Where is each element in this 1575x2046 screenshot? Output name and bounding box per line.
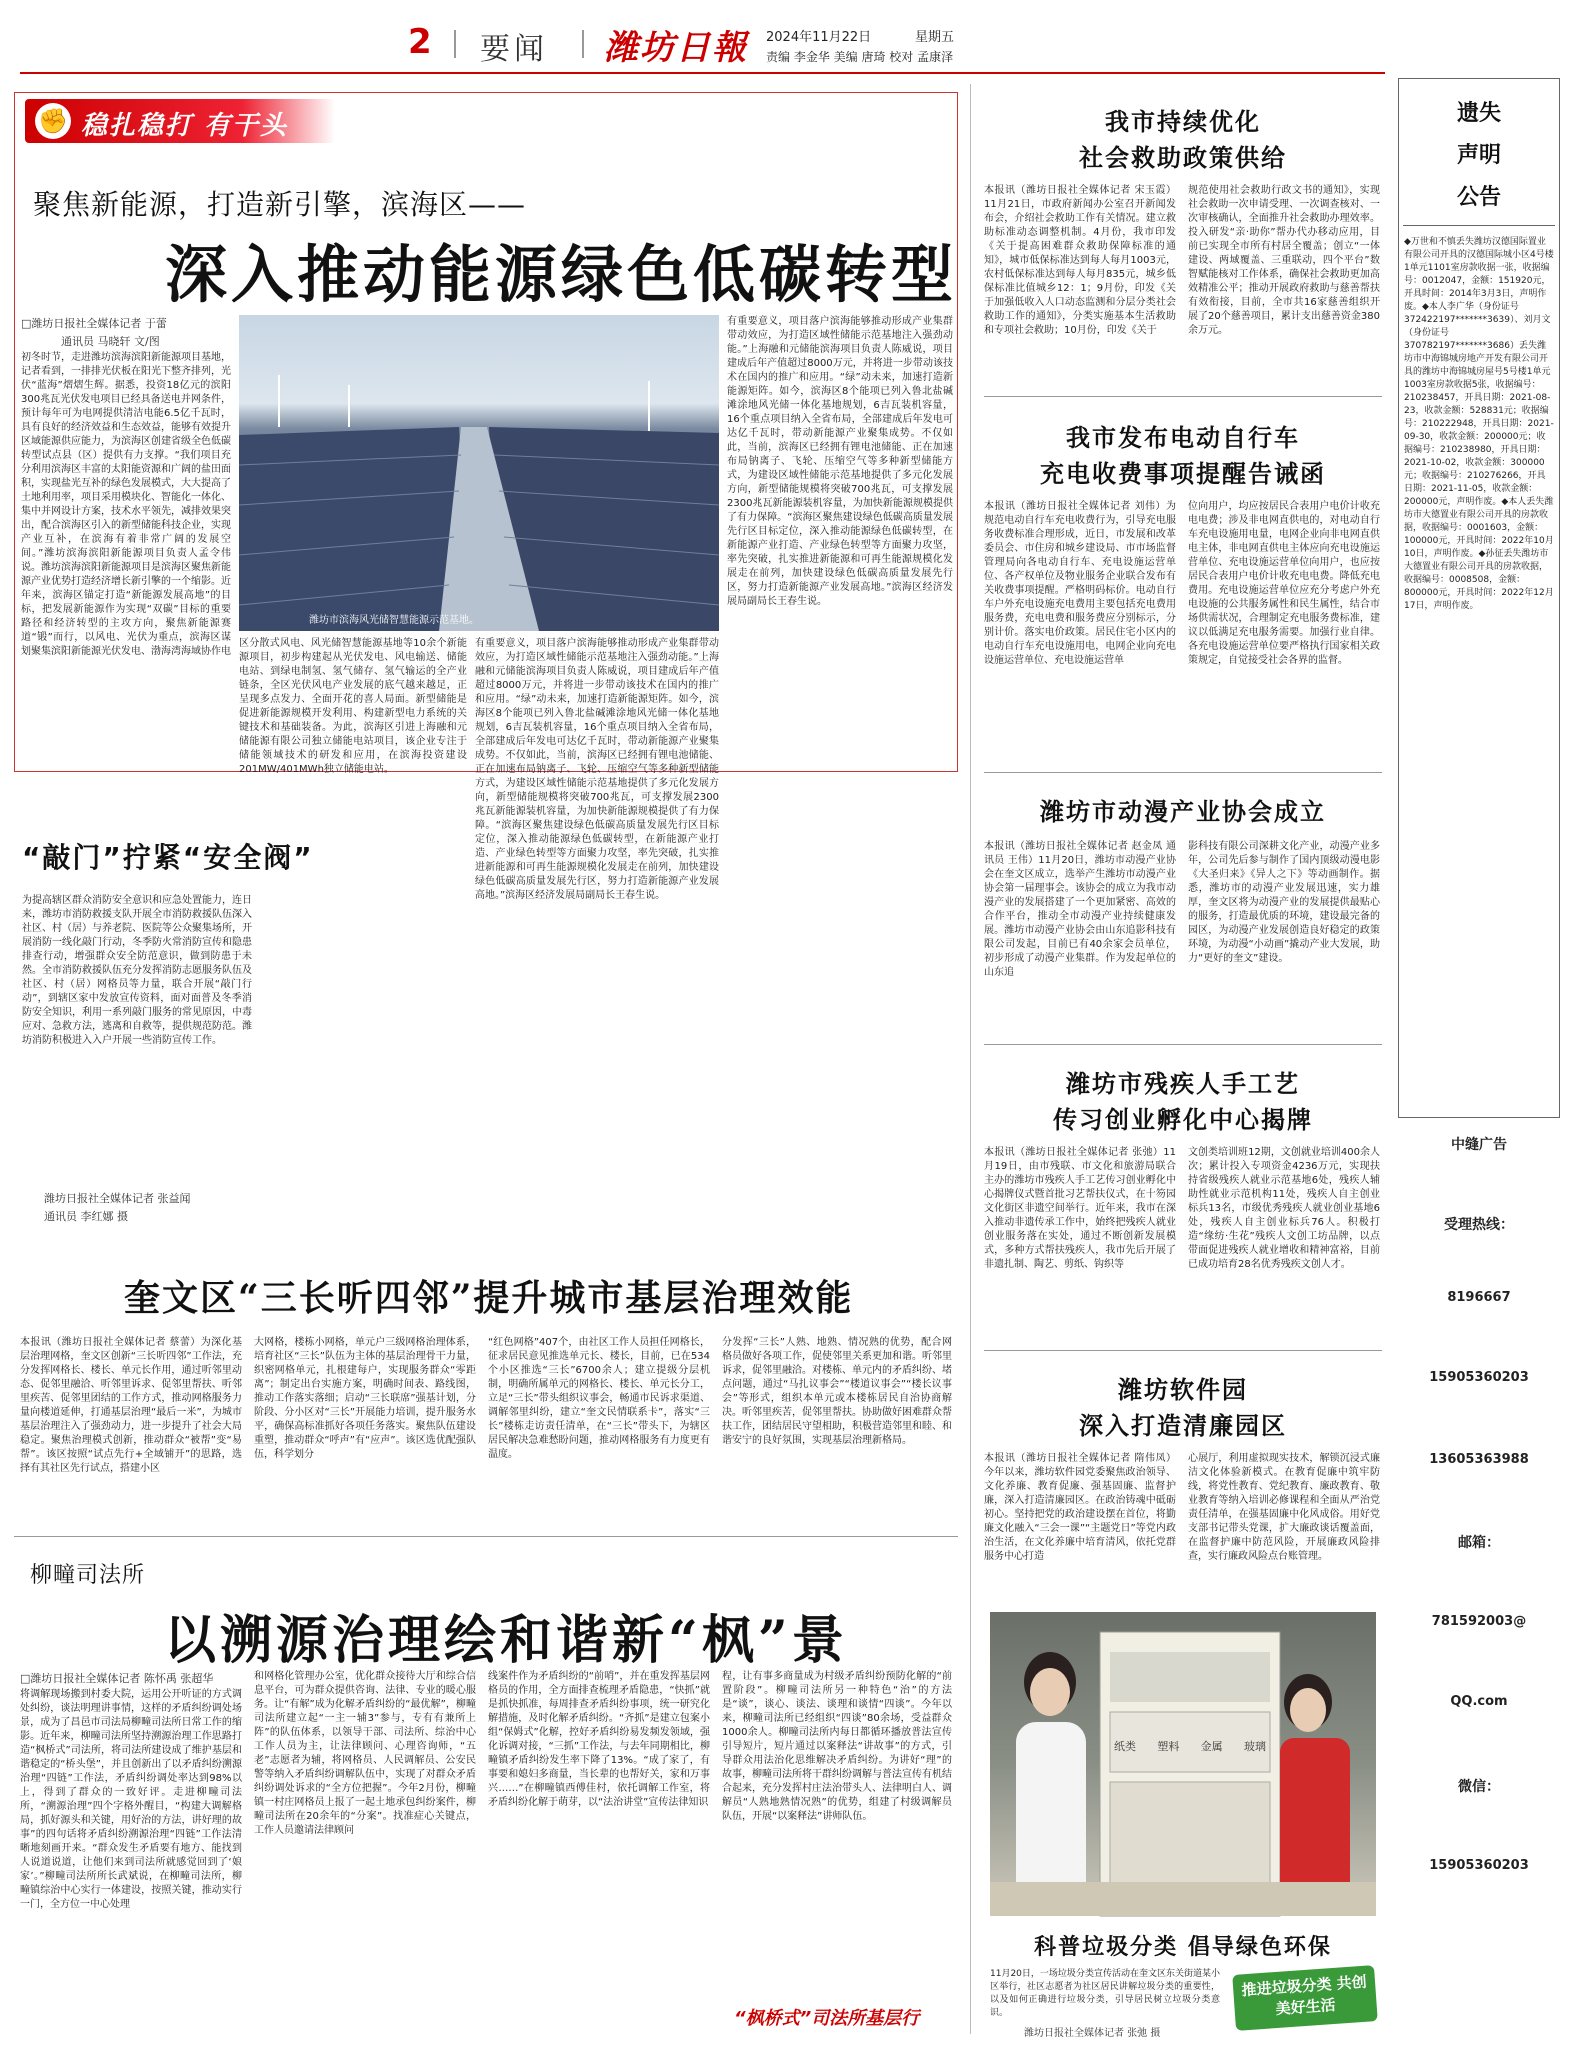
article-body-col1: 本报讯（潍坊日报社全媒体记者 宋玉霞）11月21日，市政府新闻办公室召开新闻发布会，介绍社会救助工作有关情况。建立救助标准动态调整机制。4月份，我市印发《关于提高困难群众救助保障标准的通知》，城市低保标准达到每人每月1003元，农村低保标准达到每人每月835元，城乡低保标准比值城乡12：1；9月份，印发《关于加强低收入人口动态监测和分层分类社会救助工作的通知》，分类实施基本生活救助和专项社会救助；10月份，印发《关于 bbox=[984, 185, 1176, 336]
notice-divider bbox=[1403, 225, 1555, 226]
bin-label-glass: 玻璃 bbox=[1243, 1740, 1266, 1753]
article-body-col3: 线案件作为矛盾纠纷的“前哨”，并在重发挥基层网格员的作用，全方面排查梳理矛盾隐患，“快抓”就是抓快抓准，每周排查矛盾纠纷事项，统一研究化解措施，及时化解矛盾纠纷。“齐抓”是建立包案小组“保姆式”化解，控好矛盾纠纷易发频发领域，强化诉调对接，“三抓”工作法，与去年同期相比，柳疃镇矛盾纠纷发生率下降了13%。“成了家了，有事要和媳妇多商量，当长辈的也帮好关，家和万事兴……”在柳疃镇西傅佳村，依托调解工作室，将矛盾纠纷化解于萌芽，以“法治讲堂”宣传法律知识 bbox=[488, 1671, 710, 1808]
article-body-col1: 本报讯（潍坊日报社全媒体记者 蔡蕾）为深化基层治理网格，奎文区创新“三长听四邻”工作法，充分发挥网格长、楼长、单元长作用，通过听邻里动态、促邻里融洽、听邻里诉求、促邻里帮扶、听邻里疾苦、促邻里团结的工作方式，推动网格服务力量向楼道延伸，打通基层治理“最后一米”，为城市基层治理注入了强劲动力，进一步提升了社会大局稳定。聚焦治理模式创新，推动群众“被帮”变“易帮”。该区按照“试点先行+全域铺开”的思路，选择有其社区先行试点，搭建小区 bbox=[20, 1337, 242, 1474]
article-body-col4: 分发挥“三长”人熟、地熟、情况熟的优势，配合网格员做好各项工作，促使邻里关系更加和谐。听邻里诉求，促邻里融洽。对楼栋、单元内的矛盾纠纷、堵点问题，通过“马扎议事会”“楼道议事会”“楼长议事会”等形式，组织本单元或本楼栋居民自治协商解决。听邻里疾苦，促邻里帮扶。协助做好困难群众帮扶工作，团结居民守望相助，积极营造邻里和睦、和谐安宁的良好氛围，实现基层治理新格局。 bbox=[722, 1337, 952, 1446]
email-address: 781592003@ bbox=[1431, 1614, 1527, 1629]
article-body-col2: 区分散式风电、风光储智慧能源基地等10余个新能源项目，初步构建起从光伏发电、风电输送、储能电站、到绿电制氢、氢气储存、氢气输运的全产业链条，全区光伏风电产业发展的底气越来越足，正呈现多点发力、全面开花的喜人局面。新型储能是促进新能源规模开发利用、构建新型电力系统的关键技术和基础装备。为此，滨海区引进上海融和元储能源有限公司独立储能电站项目，该企业专注于储能领域技术的研发和应用，在滨海投资建设201MW/401MWh独立储能电站。 bbox=[239, 638, 467, 775]
article-body: 11月20日，一场垃圾分类宣传活动在奎文区东关街道某小区举行，社区志愿者为社区居民讲解垃圾分类的重要性，以及如何正确进行垃圾分类，引导居民树立垃圾分类意识。 bbox=[990, 1969, 1220, 2018]
page-number: 2 bbox=[408, 22, 432, 62]
column-separator bbox=[970, 84, 971, 2034]
article-body-col3: “红色网格”407个，由社区工作人员担任网格长，征求居民意见推选单元长、楼长，目前，已在534个小区推选“三长”6700余人；建立提级分层机制，明确所属单元的网格长、楼长、单元长分工，立足“三长”带头组织议事会，畅通市民诉求渠道、调解邻里纠纷，建立“奎文民情联系卡”，落实“三长”楼栋走访责任清单，在“三长”带头下，为辖区居民解决急难愁盼问题，推动网格服务有力度更有温度。 bbox=[488, 1337, 710, 1460]
solar-farm-photo bbox=[239, 315, 719, 631]
article-body-col3: 有重要意义，项目落户滨海能够推动形成产业集群带动效应，为打造区域性储能示范基地注入强劲动能。”上海融和元储能滨海项目负责人陈威说，项目建成后年产值超过8000万元，并将进一步带动该技术在国内的推广和应用。“绿”动未来，加速打造新能源矩阵。如今，滨海区8个能项已列入鲁北盐碱滩涂地风光储一体化基地规划，6吉瓦装机容量，16个重点项目纳入全省布局，全部建成后年发电可达亿千瓦时，带动新能源产业聚集成势。不仅如此，当前，滨海区已经拥有锂电池储能、正在加速布局钠离子、飞轮、压缩空气等多种新型储能方式，为建设区域性储能示范基地提供了多元化发展方向，新型储能规模将突破700兆瓦，可支撑发展2300兆瓦新能源装机容量，为加快新能源规模提供了有力保障。“滨海区聚焦建设绿色低碳高质量发展先行区目标定位，深入推动能源绿色低碳转型，在新能源产业打造、产业绿色转型等方面聚力攻坚，率先突破，扎实推进新能源和可再生能源规模化发展走在前列，加快建设绿色低碳高质量发展先行区，努力打造新能源产业发展高地。”滨海区经济发展局副局长王春生说。 bbox=[727, 316, 953, 607]
article-social-aid bbox=[984, 88, 1382, 388]
phone-number: 8196667 bbox=[1447, 1290, 1511, 1305]
section-name: 要闻 bbox=[480, 32, 548, 67]
email-address: QQ.com bbox=[1450, 1694, 1508, 1709]
article-title: 我市持续优化 bbox=[1105, 108, 1261, 136]
header-divider bbox=[454, 30, 456, 58]
bin-label-plastic: 塑料 bbox=[1157, 1740, 1180, 1753]
fist-icon: ✊ bbox=[35, 103, 71, 139]
issue-date: 2024年11月22日 bbox=[766, 30, 872, 45]
phone-number: 15905360203 bbox=[1429, 1370, 1529, 1385]
divider bbox=[984, 772, 1382, 773]
divider bbox=[984, 1350, 1382, 1351]
slogan-text: 推进垃圾分类 共创美好生活 bbox=[1241, 1972, 1368, 2019]
notice-text: ◆万世和不慎丢失潍坊汉德国际置业有限公司开具的汉德国际城小区4号楼1单元1101室房款收据一张，收据编号：0012047，金额：151920元，开具时间：2014年3月3日，声明作废。◆本人李广华（身份证号372422197*******3639）、刘月文（身份证号370782197*******3686）丢失潍坊市中海锦城房地产开发有限公司开具的潍坊中海锦城房屋号5号楼1单元1003室房款收据5张，收据编号：210238457，开具日期：2021-08-23，收款金额：528831元；收据编号：210222948，开具日期：2021-09-30，收款金额：200000元；收据编号：210238980，开具日期：2021-10-02，收款金额：300000元；收据编号：210276266，开具日期：2021-11-05，收款金额：200000元，声明作废。◆本人丢失潍坊市大德置业有限公司开具的房款收据，收据编号：0001603，金额：100000元，开具时间：2022年10月10日，声明作废。◆孙征丢失潍坊市大德置业有限公司开具的房款收据，收据编号：0008508，金额：800000元，开具时间：2022年12月17日，声明作废。 bbox=[1404, 237, 1554, 611]
wechat-number: 15905360203 bbox=[1429, 1858, 1529, 1873]
photo-credit: 潍坊日报社全媒体记者 张弛 摄 bbox=[1024, 2028, 1161, 2039]
banner bbox=[25, 99, 335, 143]
header-divider-2 bbox=[582, 30, 584, 58]
article-liutuan bbox=[14, 1546, 958, 2036]
article-title: 深入推动能源绿色低碳转型 bbox=[165, 238, 958, 311]
article-kuiwen bbox=[14, 1262, 958, 1530]
byline: □潍坊日报社全媒体记者 陈怀禹 张超华 bbox=[20, 1672, 214, 1685]
article-title: 潍坊市残疾人手工艺 bbox=[1066, 1070, 1300, 1098]
article-title: 深入打造清廉园区 bbox=[1079, 1412, 1287, 1440]
article-body-col1: 本报讯（潍坊日报社全媒体记者 隋伟凤）今年以来，潍坊软件园党委聚焦政治领导、文化养廉、教育促廉、强基固廉、监督护廉，深入打造清廉园区。在政治铸魂中砥砺初心。坚持把党的政治建设摆在首位，将勤廉文化融入“三会一课”“主题党日”等党内政治生活，在文化养廉中培育清风，依托党群服务中心打造 bbox=[984, 1453, 1176, 1562]
article-title: 社会救助政策供给 bbox=[1079, 144, 1287, 172]
notice-title-line: 公告 bbox=[1456, 185, 1501, 210]
editors-line: 责编 李金华 美编 唐琦 校对 孟康泽 bbox=[766, 50, 954, 64]
article-title: “敲门”拧紧“安全阀” bbox=[22, 841, 314, 874]
article-title: 潍坊市动漫产业协会成立 bbox=[1040, 798, 1326, 826]
article-tagline: “枫桥式”司法所基层行 bbox=[734, 2008, 920, 2029]
article-body-col2: 和网格化管理办公室，优化群众接待大厅和综合信息平台，可为群众提供咨询、法律、专业的暖心服务。让“有解”成为化解矛盾纠纷的“最优解”，柳疃司法所建立起“一主一辅3”参与，专有有兼所上阵”的队伍体系，以领导干部、司法所、综治中心工作人员为主，让法律顾问、心理咨询师，“五老”志愿者为辅，将网格员、人民调解员、公安民警等纳入矛盾纠纷调解队伍中，实现了对群众矛盾纠纷调处诉求的“全方位把握”。今年2月份，柳疃镇一村庄网格员上报了一起土地承包纠纷案件，柳疃司法所在20余年的“分案”。找准症心关键点，工作人员邀请法律顾问 bbox=[254, 1671, 476, 1836]
article-title: 传习创业孵化中心揭牌 bbox=[1053, 1106, 1313, 1134]
article-garbage-sorting bbox=[984, 1612, 1382, 2038]
article-body-col2: 心展厅，利用虚拟现实技术，解锁沉浸式廉洁文化体验新模式。在教育促廉中筑牢防线，将党性教育、党纪教育、廉政教育、敬业教育等纳入培训必修课程和全面从严治党责任清单，在强基固廉中化风成俗。用好党支部书记带头党课，扩大廉政谈话覆盖面，在监督护廉中防范风险，开展廉政风险排查，实行廉政风险点台账管理。 bbox=[1188, 1453, 1380, 1562]
divider bbox=[984, 1044, 1382, 1045]
article-body-col2: 大网格，楼栋小网格，单元户三级网格治理体系，培育社区“三长”队伍为主体的基层治理骨干力量，织密网格单元，扎根建每户，实现服务群众“零距离”；制定出台实施方案，明确时间表、路线图，推动工作落实落细；启动“三长联席”强基计划，分阶段、分小区对“三长”开展能力培训，提升服务水平，确保高标准抓好各项任务落实。聚焦队伍建设重塑，推动群众“呼声”有“应声”。该区选优配强队伍，科学划分 bbox=[254, 1337, 476, 1460]
article-animation bbox=[984, 778, 1382, 1038]
article-body-col2: 规范使用社会救助行政文书的通知》，实现社会救助一次申请受理、一次调查核对、一次审核确认，全面推升社会救助办理效率。投入研发“亲·助你”帮办代办移动应用，目前已实现全市所有村居全覆盖；创立“一体建设、两域覆盖、三重联动，四个平台”数智赋能核对工作体系，确保社会救助更加高效精准公平；推动开展政府救助与慈善帮扶有效衔接，目前，全市共16家慈善组织开展了20个慈善项目，累计支出慈善资金380余万元。 bbox=[1188, 185, 1380, 336]
article-disabled-crafts bbox=[984, 1050, 1382, 1346]
notice-title-line: 声明 bbox=[1456, 143, 1501, 168]
banner-label: 稳扎稳打 有干头 bbox=[81, 111, 289, 141]
byline: 通讯员 马晓轩 文/图 bbox=[61, 335, 160, 348]
article-body-col1: 本报讯（潍坊日报社全媒体记者 张弛）11月19日，由市残联、市文化和旅游局联合主办的潍坊市残疾人手工艺传习创业孵化中心揭牌仪式暨首批习艺帮扶仪式，在十笏园文化街区非遗空间举行。近年来，我市在深入推动非遗传承工作中，始终把残疾人就业创业服务落在实处，通过不断创新发展模式，多种方式帮扶残疾人，我市先后开展了非遗扎制、陶艺、剪纸、钩织等 bbox=[984, 1147, 1176, 1270]
phone-number: 13605363988 bbox=[1429, 1452, 1529, 1467]
article-fire-safety bbox=[14, 786, 958, 1250]
article-body-col1: 初冬时节，走进潍坊滨海滨阳新能源项目基地，记者看到，一排排光伏板在阳光下整齐排列，光伏“蓝海”熠熠生辉。据悉，投资18亿元的滨阳300兆瓦光伏发电项目已经具备送电并网条件，预计每年可为电网提供清洁电能6.5亿千瓦时，具有良好的经济效益和生态效益，能够有效提升区域能源供应能力，为滨海区创建省级全色低碳转型试点县（区）提供有力支撑。“我们项目充分利用滨海区丰富的太阳能资源和广阔的盐田面积，实现盐光互补的绿色发展模式，大大提高了土地利用率，项目采用模块化、智能化一体化、集中并网设计方案，技术水平领先，减排效果突出，配合滨海区引入的新型储能科技企业，实现产业互补，在滨海有着非常广阔的发展空间。”潍坊滨海滨阳新能源项目负责人孟令伟说。潍坊滨海滨阳新能源项目是滨海区聚焦新能源产业优势打造经济增长新引擎的一个缩影。近年来，滨海区锚定打造“新能源发展高地”的目标，把发展新能源作为实现“双碳”目标的重要路径和经济转型的主攻方向，聚焦新能源赛道“锻”而行，以风电、光伏为重点，滨海区谋划聚集滨阳新能源光伏发电、渤海湾海域协作电 bbox=[21, 352, 231, 657]
article-body-col1: 将调解现场搬到村委大院，运用公开听证的方式调处纠纷，谈法明理讲事情，这样的矛盾纠纷调处场景，成为了昌邑市司法局柳疃司法所日常工作的缩影。近年来，柳疃司法所坚持溯源治理工作思路打造“枫桥式”司法所，将司法所建设成了维护基层和谐稳定的“桥头堡”，并且创新出了以矛盾纠纷溯源治理“四链”工作法，矛盾纠纷调处率达到98%以上，得到了群众的一致好评。走进柳疃司法所，“溯源治理”四个字格外醒目，“构建大调解格局，抓好源头和关键，用好治的方法，讲好理的故事”的四句话将矛盾纠纷溯源治理“四链”工作法清晰地刻画开来。“群众发生矛盾要有地方、能找到人说道说道，让他们来到司法所就感觉回到了‘娘家’。”柳疃司法所所长武斌说，在柳疃司法所，柳疃镇综治中心实行一体建设，按照关键，推动实行一门，全方位一中心处理 bbox=[20, 1689, 242, 1910]
notice-title bbox=[1399, 79, 1559, 219]
article-kicker: 柳疃司法所 bbox=[30, 1563, 146, 1588]
article-title: 我市发布电动自行车 bbox=[1066, 424, 1300, 452]
article-body-col4: 程，让有事多商量成为村级矛盾纠纷预防化解的“前置阶段”。柳疃司法所另一种特色“治”的方法是“谈”，谈心、谈法、谈理和谈情“四谈”。今年以来，柳疃司法所已经组织“四谈”80余场，受益群众1000余人。柳疃司法所内每日都循环播放普法宣传引导短片，短片通过以案释法“讲故事”的方式，引导群众用法治化思维解决矛盾纠纷。为讲好“理”的故事，柳疃司法所将干群纠纷调解与普法宣传有机结合起来，充分发挥村庄法治带头人、法律明白人、调解员“人熟地熟情况熟”的优势，组建了村级调解员队伍，开展“以案释法”讲师队伍。 bbox=[722, 1671, 952, 1822]
header-rule bbox=[20, 72, 1385, 74]
photo-credit: 潍坊日报社全媒体记者 张益闻 bbox=[44, 1192, 191, 1205]
bin-label-metal: 金属 bbox=[1200, 1740, 1223, 1753]
wechat-label: 微信： bbox=[1458, 1779, 1500, 1795]
article-ebike bbox=[984, 404, 1382, 766]
article-title: 充电收费事项提醒告诫函 bbox=[1040, 460, 1326, 488]
bin-labels bbox=[1114, 1738, 1266, 1754]
article-title: 潍坊软件园 bbox=[1118, 1376, 1248, 1404]
article-body-col2: 文创类培训班12期，文创就业培训400余人次；累计投入专项资金4236万元，实现扶持省级残疾人就业示范基地6处，残疾人辅助性就业示范机构11处，残疾人自主创业标兵13名，市级优秀残疾人就业创业基地6处，残疾人自主创业标兵76人。积极打造“缘纺·生花”残疾人文创工坊品牌，以点带面促进残疾人就业增收和精神富裕，目前已成功培育28名优秀残疾文创人才。 bbox=[1188, 1147, 1380, 1270]
divider bbox=[14, 1536, 958, 1537]
ad-label: 中缝广告 bbox=[1451, 1137, 1507, 1153]
issue-weekday: 星期五 bbox=[915, 30, 955, 45]
divider bbox=[984, 396, 1382, 397]
article-software-park bbox=[984, 1356, 1382, 1604]
photo-credit: 通讯员 李红娜 摄 bbox=[44, 1210, 128, 1223]
notice-title-line: 遗失 bbox=[1456, 101, 1501, 126]
article-body-col3-top: 有重要意义，项目落户滨海能够推动形成产业集群带动效应，为打造区域性储能示范基地注入强劲动能。”上海融和元储能滨海项目负责人陈威说，项目建成后年产值超过8000万元，并将进一步带动该技术在国内的推广和应用。“绿”动未来，加速打造新能源矩阵。如今，滨海区8个能项已列入鲁北盐碱滩涂地风光储一体化基地规划，6吉瓦装机容量，16个重点项目纳入全省布局，全部建成后年发电可达亿千瓦时，带动新能源产业聚集成势。不仅如此，当前，滨海区已经拥有锂电池储能、正在加速布局钠离子、飞轮、压缩空气等多种新型储能方式，为建设区域性储能示范基地提供了多元化发展方向，新型储能规模将突破700兆瓦，可支撑发展2300兆瓦新能源装机容量，为加快新能源规模提供了有力保障。“滨海区聚焦建设绿色低碳高质量发展先行区目标定位，深入推动能源绿色低碳转型，在新能源产业打造、产业绿色转型等方面聚力攻坚，率先突破，扎实推进新能源和可再生能源规模化发展走在前列，加快建设绿色低碳高质量发展先行区，努力打造新能源产业发展高地。”滨海区经济发展局副局长王春生说。 bbox=[475, 638, 719, 901]
article-body-col2: 影科技有限公司深耕文化产业，动漫产业多年，公司先后参与制作了国内顶级动漫电影《大圣归来》《异人之下》等动画制作。据悉，潍坊市的动漫产业发展迅速，实力雄厚，奎文区将为动漫产业的发展提供最贴心的服务，打造最优质的环境，建设最完备的园区，为动漫产业发展创造良好稳定的政策环境，为动漫“小动画”撬动产业大发展，助力“更好的奎文”建设。 bbox=[1188, 841, 1380, 964]
bin-label-paper: 纸类 bbox=[1114, 1740, 1136, 1753]
article-title: 以溯源治理绘和谐新“枫”景 bbox=[164, 1610, 848, 1671]
vest-label: 消防志愿者 bbox=[303, 1039, 412, 1084]
article-title: 奎文区“三长听四邻”提升城市基层治理效能 bbox=[124, 1277, 854, 1319]
masthead bbox=[0, 0, 1575, 72]
article-body-col1: 本报讯（潍坊日报社全媒体记者 刘伟）为规范电动自行车充电收费行为，引导充电服务收费标准合理形成，近日，市发展和改革委员会、市住房和城乡建设局、市市场监督管理局向各电动自行车、充电设施运营单位、各产权单位及物业服务企业联合发布有关收费事项提醒。严格明码标价。电动自行车户外充电设施充电费用主要包括充电费用服务费，充电电费和服务费应分别标示，分别计价。落实电价政策。居民住宅小区内的电动自行车充电设施用电，电网企业向充电设施运营单位、充电设施运营单 bbox=[984, 501, 1176, 666]
article-body-col2: 位向用户，均应按居民合表用户电价计收充电电费；涉及非电网直供电的，对电动自行车充电设施用电量，电网企业向非电网直供电主体，非电网直供电主体应向充电设施运营单位、充电设施运营单位向用户，也应按居民合表用户电价计收充电电费。降低充电费用。充电设施运营单位应充分考虑户外充电设施的公共服务属性和民生属性，结合市场供需状况，合理制定充电服务费标准，建议以低满足充电服务需要。加强行业自律。各充电设施运营单位要严格执行国家相关政策规定，自觉接受社会各界的监督。 bbox=[1188, 501, 1380, 666]
slogan-stamp bbox=[1232, 1965, 1378, 2031]
notice-panel bbox=[1398, 78, 1560, 1118]
classified-ad-panel bbox=[1398, 1124, 1560, 2036]
article-title: 科普垃圾分类 倡导绿色环保 bbox=[1034, 1935, 1332, 1960]
byline: □潍坊日报社全媒体记者 于蕾 bbox=[21, 317, 167, 330]
garbage-sorting-photo bbox=[990, 1612, 1376, 1916]
photo-caption: 潍坊市滨海风光储智慧能源示范基地。 bbox=[309, 615, 479, 626]
article-body: 为提高辖区群众消防安全意识和应急处置能力，连日来，潍坊市消防救援支队开展全市消防救援队伍深入社区、村（居）与养老院、医院等公众聚集场所，开展消防一线化敲门行动，冬季防火常消防宣传和隐患排查行动，增强群众安全防范意识，做到防患于未然。全市消防救援队伍充分发挥消防志愿服务队伍及社区、村（居）网格员等力量，联合开展“敲门行动”，到辖区家中发放宣传资料，面对面普及冬季消防安全知识，利用一系列敲门服务的常见原因，中毒应对、急救方法，逃离和自救等，提供规范防范。潍坊消防积极进入入户开展一些消防宣传工作。 bbox=[22, 895, 252, 1046]
email-label: 邮箱： bbox=[1458, 1535, 1500, 1551]
paper-name: 潍坊日報 bbox=[604, 28, 748, 68]
article-body-col1: 本报讯（潍坊日报社全媒体记者 赵金凤 通讯员 王伟）11月20日，潍坊市动漫产业协会在奎文区成立，选举产生潍坊市动漫产业协会第一届理事会。该协会的成立为我市动漫产业的发展搭建了一个更加紧密、高效的合作平台，推动全市动漫产业持续健康发展。潍坊市动漫产业协会由山东追影科技有限公司发起，目前已有40余家会员单位，初步形成了动漫产业集群。作为发起单位的山东追 bbox=[984, 841, 1176, 978]
article-kicker: 聚焦新能源，打造新引擎，滨海区—— bbox=[33, 188, 527, 221]
hotline-label: 受理热线： bbox=[1444, 1217, 1514, 1233]
